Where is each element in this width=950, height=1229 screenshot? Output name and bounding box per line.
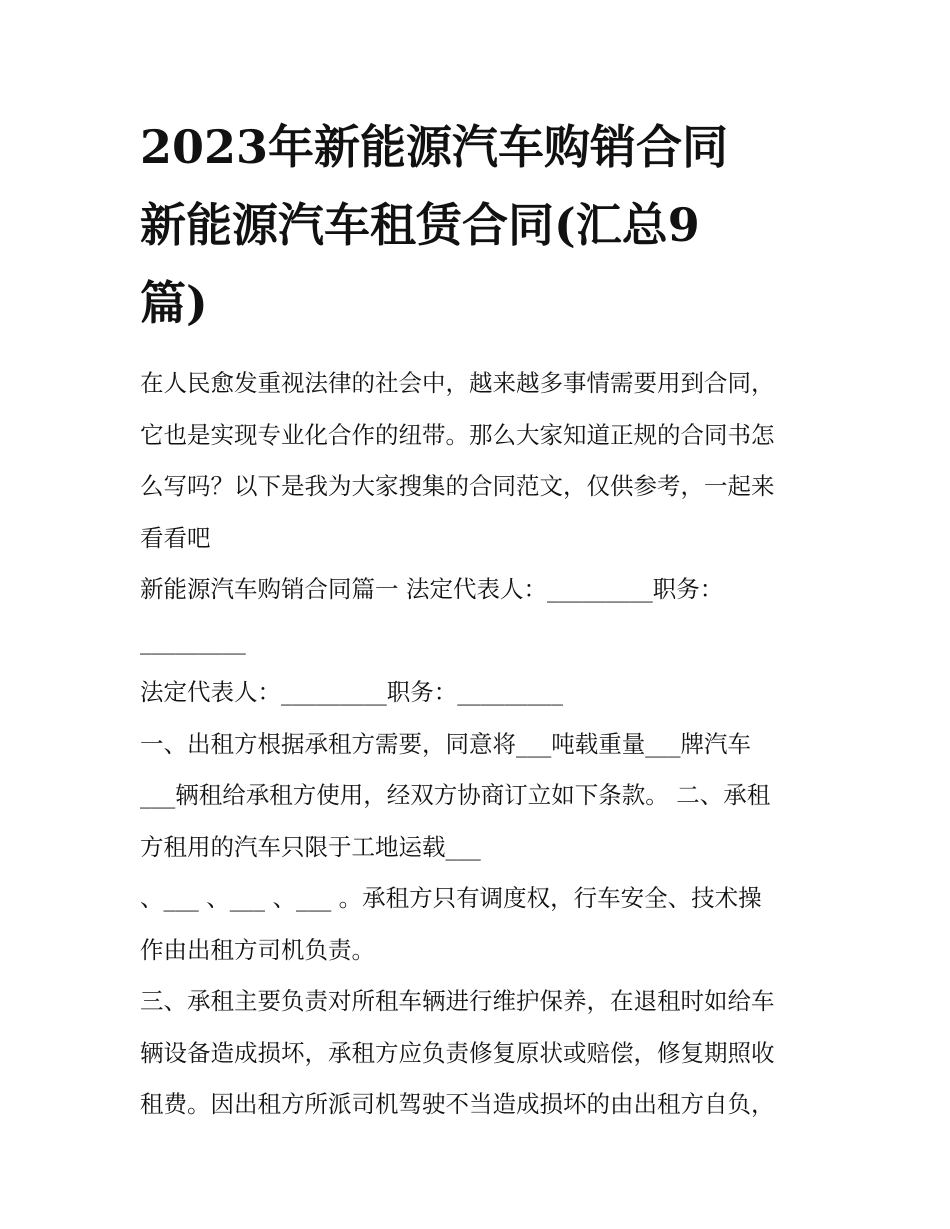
body-line: 新能源汽车购销合同篇一 法定代表人：_________职务： bbox=[140, 575, 724, 603]
body-line: 、___ 、___ 、___ 。承租方只有调度权，行车安全、技术操 bbox=[140, 884, 762, 912]
body-line: 作由出租方司机负责。 bbox=[140, 935, 375, 964]
title-line: 2023年新能源汽车购销合同 bbox=[140, 120, 729, 174]
body-line: 么写吗？以下是我为大家搜集的合同范文，仅供参考，一起来 bbox=[140, 472, 775, 500]
body-line: 在人民愈发重视法律的社会中，越来越多事情需要用到合同， bbox=[140, 369, 775, 397]
body-line: 一、出租方根据承租方需要，同意将___吨载重量___牌汽车 bbox=[140, 729, 751, 758]
body-line: 看看吧 bbox=[140, 523, 211, 552]
body-line: 法定代表人：_________职务：_________ bbox=[140, 678, 563, 706]
document-body bbox=[140, 358, 820, 1131]
title-line: 新能源汽车租赁合同(汇总9 bbox=[140, 198, 700, 252]
body-line: ___辆租给承租方使用，经双方协商订立如下条款。 二、承租 bbox=[140, 781, 771, 809]
document-title bbox=[140, 108, 820, 342]
body-line: 它也是实现专业化合作的纽带。那么大家知道正规的合同书怎 bbox=[140, 420, 775, 449]
body-line: 方租用的汽车只限于工地运载___ bbox=[140, 832, 481, 861]
body-line: 辆设备造成损坏，承租方应负责修复原状或赔偿，修复期照收 bbox=[140, 1038, 775, 1067]
title-line: 篇) bbox=[140, 276, 208, 330]
body-line: _________ bbox=[140, 626, 246, 655]
body-line: 三、承租主要负责对所租车辆进行维护保养，在退租时如给车 bbox=[140, 987, 775, 1015]
body-line: 租费。因出租方所派司机驾驶不当造成损坏的由出租方自负， bbox=[140, 1090, 775, 1118]
